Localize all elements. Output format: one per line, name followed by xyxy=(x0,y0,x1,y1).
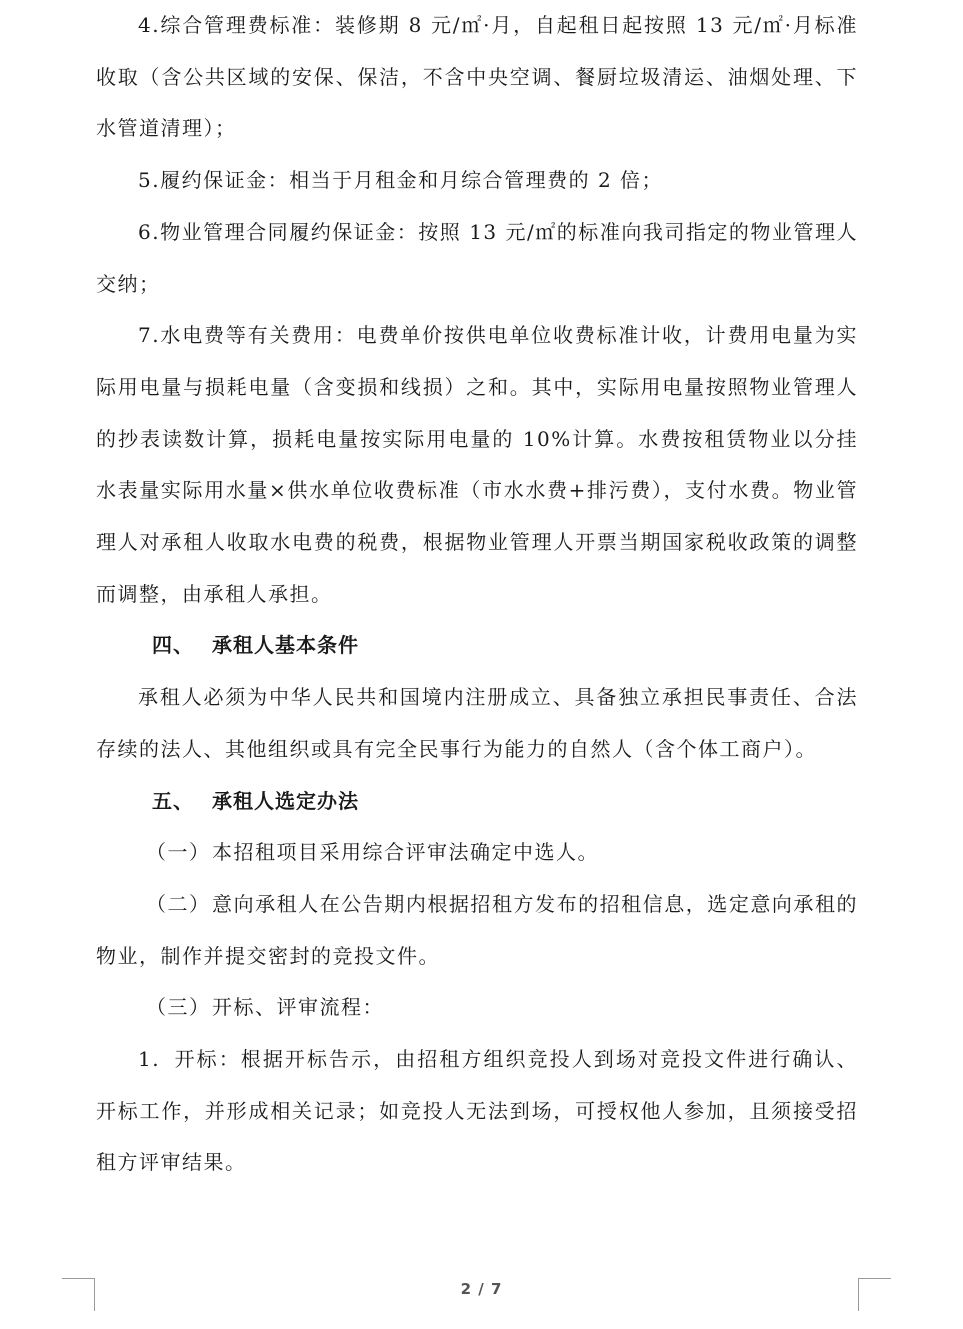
document-body xyxy=(96,0,858,1189)
step-number: 1. xyxy=(138,1047,161,1072)
paragraph-lessee-conditions: 承租人必须为中华人民共和国境内注册成立、具备独立承担民事责任、合法存续的法人、其他组织或具有完全民事行为能力的自然人（含个体工商户）。 xyxy=(96,685,858,761)
section-number: 四、 xyxy=(152,633,194,658)
section-title: 承租人基本条件 xyxy=(212,633,359,658)
section-heading-selection-method xyxy=(96,776,858,828)
list-item-number: （一） xyxy=(146,840,211,865)
paragraph-property-contract-deposit: 6.物业管理合同履约保证金：按照 13 元/㎡的标准向我司指定的物业管理人交纳； xyxy=(96,219,858,296)
list-item-number: （三） xyxy=(146,995,211,1020)
list-item-text: 开标、评审流程： xyxy=(212,995,384,1020)
paragraph-management-fee: 4.综合管理费标准：装修期 8 元/㎡·月，自起租日起按照 13 元/㎡·月标准收取（含公共区域的安保、保洁，不含中央空调、餐厨垃圾清运、油烟处理、下水管道清理）； xyxy=(96,13,858,141)
page-number: 2 / 7 xyxy=(460,1280,503,1298)
section-title: 承租人选定办法 xyxy=(212,788,359,813)
step-text: 开标：根据开标告示，由招租方组织竞投人到场对竞投文件进行确认、开标工作，并形成相关记录；如竞投人无法到场，可授权他人参加，且须接受招租方评审结果。 xyxy=(96,1047,858,1175)
section-number: 五、 xyxy=(152,788,194,813)
list-item xyxy=(96,827,858,879)
list-item xyxy=(96,982,858,1034)
paragraph-bid-opening xyxy=(96,1034,858,1189)
list-item-text: 本招租项目采用综合评审法确定中选人。 xyxy=(212,840,599,865)
list-item xyxy=(96,879,858,982)
section-heading-lessee-conditions xyxy=(96,620,858,672)
list-item-text: 意向承租人在公告期内根据招租方发布的招租信息，选定意向承租的物业，制作并提交密封的竞投文件。 xyxy=(96,891,858,968)
paragraph-performance-deposit: 5.履约保证金：相当于月租金和月综合管理费的 2 倍； xyxy=(138,168,664,193)
paragraph-utility-fees: 7.水电费等有关费用：电费单价按供电单位收费标准计收，计费用电量为实际用电量与损耗电量（含变损和线损）之和。其中，实际用电量按照物业管理人的抄表读数计算，损耗电量按实际用电量的 10%计算。水费按租赁物业以分挂水表量实际用水量×供水单位收费标准（市水水费+排污费），支付水费。物业管理人对承租人收取水电费的税费，根据物业管理人开票当期国家税收政策的调整而调整，由承租人承担。 xyxy=(96,323,858,606)
list-item-number: （二） xyxy=(146,891,211,916)
